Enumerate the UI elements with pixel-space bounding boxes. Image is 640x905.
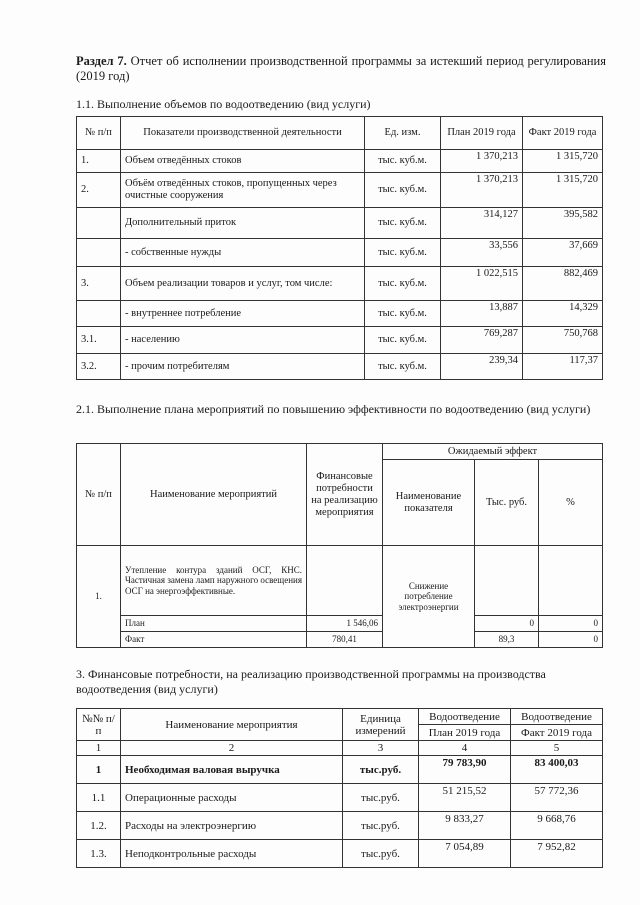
cell-plan: 1 022,515 xyxy=(441,267,523,301)
header-col4-top: Водоотведение xyxy=(419,709,511,725)
table-header-row xyxy=(77,117,603,150)
cell-name: Расходы на электроэнергию xyxy=(121,812,343,840)
cell-plan: 314,127 xyxy=(441,208,523,239)
cell-fact: 37,669 xyxy=(523,239,603,267)
cell-name: Утепление контура зданий ОСГ, КНС. Частичная замена ламп наружного освещения ОСГ на энергоэффективные. xyxy=(121,546,307,616)
table-row xyxy=(77,239,603,267)
index-cell: 3 xyxy=(343,741,419,756)
index-cell: 4 xyxy=(419,741,511,756)
financial-needs-table xyxy=(76,708,603,868)
cell-plan: 1 370,213 xyxy=(441,150,523,173)
header-effect: Ожидаемый эффект xyxy=(383,444,603,460)
cell-num xyxy=(77,239,121,267)
production-volume-table xyxy=(76,116,603,380)
index-row xyxy=(77,741,603,756)
header-num: № п/п xyxy=(77,117,121,150)
cell-unit: тыс.руб. xyxy=(343,812,419,840)
cell-unit: тыс.руб. xyxy=(343,756,419,784)
header-name: Наименование мероприятий xyxy=(121,444,307,546)
cell-num: 1. xyxy=(77,150,121,173)
table-row xyxy=(77,784,603,812)
cell-plan: 33,556 xyxy=(441,239,523,267)
table-row xyxy=(77,812,603,840)
header-num: №№ п/п xyxy=(77,709,121,741)
cell-num: 1 xyxy=(77,756,121,784)
cell-plan: 1 370,213 xyxy=(441,173,523,208)
cell-unit: тыс. куб.м. xyxy=(365,150,441,173)
cell-plan: 769,287 xyxy=(441,327,523,354)
table-row xyxy=(77,354,603,380)
table-row xyxy=(77,267,603,301)
cell-fact: 395,582 xyxy=(523,208,603,239)
table-row xyxy=(77,756,603,784)
cell-fact: 14,329 xyxy=(523,301,603,327)
section-heading xyxy=(76,54,606,84)
cell-fact: 750,768 xyxy=(523,327,603,354)
cell-finance-empty xyxy=(307,546,383,616)
cell-fact: 117,37 xyxy=(523,354,603,380)
cell-name: Объём отведённых стоков, пропущенных через очистные сооружения xyxy=(121,173,365,208)
header-num: № п/п xyxy=(77,444,121,546)
header-name: Наименование мероприятия xyxy=(121,709,343,741)
header-col4-bottom: План 2019 года xyxy=(419,725,511,741)
index-cell: 2 xyxy=(121,741,343,756)
table-row-fact xyxy=(77,632,603,648)
cell-unit: тыс.руб. xyxy=(343,784,419,812)
cell-indicator: Снижение потребление электроэнергии xyxy=(383,546,475,648)
cell-plan-label: План xyxy=(121,616,307,632)
header-rub: Тыс. руб. xyxy=(475,460,539,546)
cell-unit: тыс.руб. xyxy=(343,840,419,868)
cell-plan: 7 054,89 xyxy=(419,840,511,868)
efficiency-measures-table xyxy=(76,443,603,648)
table3-title: 3. Финансовые потребности, на реализацию производственной программы на производства водоотведения (вид услуги) xyxy=(76,667,546,696)
cell-name: Операционные расходы xyxy=(121,784,343,812)
cell-num: 1.1 xyxy=(77,784,121,812)
header-pct: % xyxy=(539,460,603,546)
header-indicator: Показатели производственной деятельности xyxy=(121,117,365,150)
cell-name: Неподконтрольные расходы xyxy=(121,840,343,868)
table-row xyxy=(77,301,603,327)
cell-fact-rub: 89,3 xyxy=(475,632,539,648)
cell-fact: 83 400,03 xyxy=(511,756,603,784)
cell-fact-label: Факт xyxy=(121,632,307,648)
header-col5-top: Водоотведение xyxy=(511,709,603,725)
cell-unit: тыс. куб.м. xyxy=(365,208,441,239)
cell-fact: 57 772,36 xyxy=(511,784,603,812)
index-cell: 1 xyxy=(77,741,121,756)
header-plan: План 2019 года xyxy=(441,117,523,150)
index-cell: 5 xyxy=(511,741,603,756)
cell-plan-pct: 0 xyxy=(539,616,603,632)
cell-name: Объем отведённых стоков xyxy=(121,150,365,173)
table-row xyxy=(77,327,603,354)
section-text: Отчет об исполнении производственной программы за истекший период регулирования (2019 год) xyxy=(76,54,606,83)
cell-fact: 7 952,82 xyxy=(511,840,603,868)
cell-fact: 882,469 xyxy=(523,267,603,301)
table-row xyxy=(77,840,603,868)
cell-plan: 51 215,52 xyxy=(419,784,511,812)
cell-num: 2. xyxy=(77,173,121,208)
table1-title: 1.1. Выполнение объемов по водоотведению (вид услуги) xyxy=(76,97,371,111)
cell-plan: 79 783,90 xyxy=(419,756,511,784)
cell-name: Необходимая валовая выручка xyxy=(121,756,343,784)
header-col5-bottom: Факт 2019 года xyxy=(511,725,603,741)
cell-plan: 13,887 xyxy=(441,301,523,327)
header-finance: Финансовые потребности на реализацию мероприятия xyxy=(307,444,383,546)
cell-pct-empty xyxy=(539,546,603,616)
cell-fact: 1 315,720 xyxy=(523,173,603,208)
table-row xyxy=(77,150,603,173)
table-row xyxy=(77,208,603,239)
header-unit: Ед. изм. xyxy=(365,117,441,150)
cell-num: 3. xyxy=(77,267,121,301)
cell-plan-rub: 0 xyxy=(475,616,539,632)
cell-unit: тыс. куб.м. xyxy=(365,239,441,267)
cell-unit: тыс. куб.м. xyxy=(365,301,441,327)
cell-unit: тыс. куб.м. xyxy=(365,354,441,380)
table-row xyxy=(77,546,603,616)
cell-name: - собственные нужды xyxy=(121,239,365,267)
cell-name: Объем реализации товаров и услуг, том числе: xyxy=(121,267,365,301)
cell-num: 1.3. xyxy=(77,840,121,868)
cell-fact-finance: 780,41 xyxy=(307,632,383,648)
table-row xyxy=(77,173,603,208)
cell-num: 3.2. xyxy=(77,354,121,380)
cell-name: - прочим потребителям xyxy=(121,354,365,380)
cell-unit: тыс. куб.м. xyxy=(365,173,441,208)
cell-plan: 9 833,27 xyxy=(419,812,511,840)
cell-name: Дополнительный приток xyxy=(121,208,365,239)
cell-plan-finance: 1 546,06 xyxy=(307,616,383,632)
cell-num: 1.2. xyxy=(77,812,121,840)
table2-title: 2.1. Выполнение плана мероприятий по повышению эффективности по водоотведению (вид услуги) xyxy=(76,402,591,416)
header-fact: Факт 2019 года xyxy=(523,117,603,150)
header-indicator: Наименование показателя xyxy=(383,460,475,546)
cell-num xyxy=(77,301,121,327)
cell-num xyxy=(77,208,121,239)
cell-name: - населению xyxy=(121,327,365,354)
cell-plan: 239,34 xyxy=(441,354,523,380)
cell-rub-empty xyxy=(475,546,539,616)
cell-name: - внутреннее потребление xyxy=(121,301,365,327)
cell-num: 3.1. xyxy=(77,327,121,354)
table-row-plan xyxy=(77,616,603,632)
cell-unit: тыс. куб.м. xyxy=(365,267,441,301)
header-unit: Единица измерений xyxy=(343,709,419,741)
cell-fact: 1 315,720 xyxy=(523,150,603,173)
section-label: Раздел 7. xyxy=(76,54,127,68)
cell-fact: 9 668,76 xyxy=(511,812,603,840)
cell-num: 1. xyxy=(77,546,121,648)
cell-unit: тыс. куб.м. xyxy=(365,327,441,354)
cell-fact-pct: 0 xyxy=(539,632,603,648)
